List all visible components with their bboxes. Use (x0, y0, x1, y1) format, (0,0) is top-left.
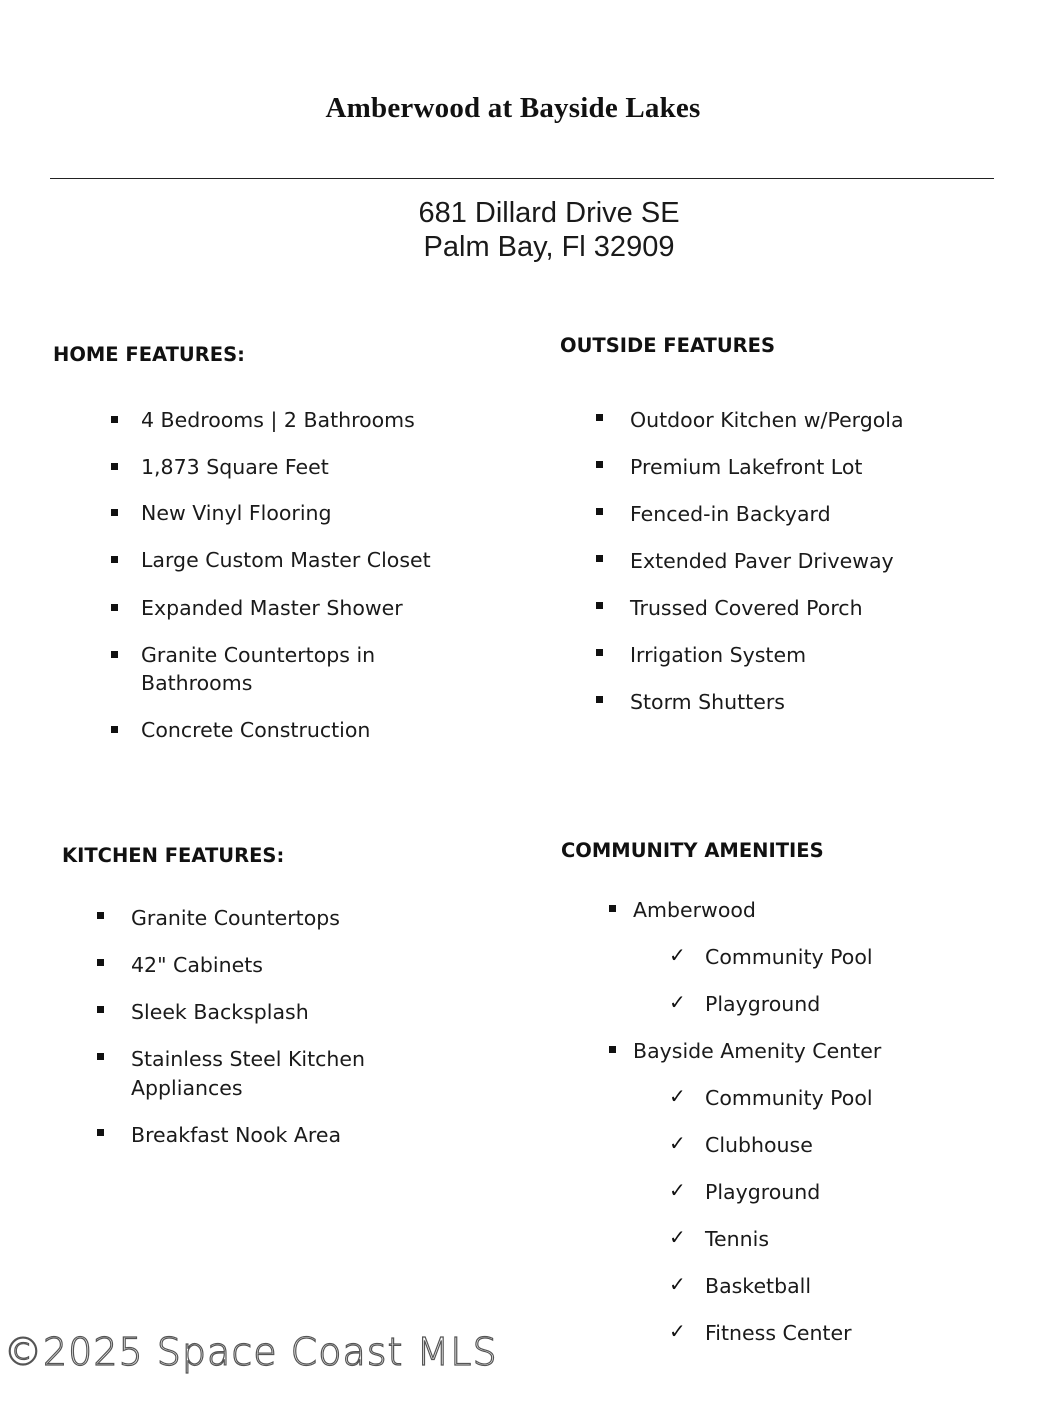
list-item: Granite Countertops (131, 906, 340, 930)
document-title: Amberwood at Bayside Lakes (325, 92, 701, 124)
title-divider (50, 178, 994, 179)
amenity-group-name: Amberwood (633, 898, 756, 922)
bullet-icon (97, 912, 104, 919)
amenity-item: Basketball (705, 1274, 812, 1298)
list-item: 42" Cabinets (131, 953, 263, 977)
checkmark-icon: ✓ (669, 1084, 686, 1108)
list-item: Extended Paver Driveway (630, 549, 894, 573)
list-item: 1,873 Square Feet (141, 455, 329, 479)
list-item: Granite Countertops in (141, 643, 376, 667)
kitchen-features-heading: KITCHEN FEATURES: (62, 844, 285, 867)
bullet-icon (97, 959, 104, 966)
list-item: Trussed Covered Porch (630, 596, 863, 620)
list-item: New Vinyl Flooring (141, 501, 332, 525)
checkmark-icon: ✓ (669, 1131, 686, 1155)
outside-features-heading: OUTSIDE FEATURES (560, 334, 776, 357)
amenity-item: Fitness Center (705, 1321, 852, 1345)
amenity-item: Playground (705, 992, 821, 1016)
bullet-icon (596, 649, 603, 656)
bullet-icon (111, 726, 118, 733)
bullet-icon (97, 1129, 104, 1136)
list-item: Storm Shutters (630, 690, 785, 714)
amenity-item: Tennis (705, 1227, 770, 1251)
bullet-icon (111, 463, 118, 470)
bullet-icon (596, 414, 603, 421)
list-item: Stainless Steel Kitchen (131, 1047, 366, 1071)
bullet-icon (596, 696, 603, 703)
checkmark-icon: ✓ (669, 1178, 686, 1202)
bullet-icon (596, 602, 603, 609)
bullet-icon (596, 461, 603, 468)
list-item: Fenced-in Backyard (630, 502, 831, 526)
list-item: Premium Lakefront Lot (630, 455, 863, 479)
list-item: Expanded Master Shower (141, 596, 403, 620)
community-amenities-heading: COMMUNITY AMENITIES (561, 839, 824, 862)
home-features-heading: HOME FEATURES: (53, 343, 245, 366)
bullet-icon (596, 508, 603, 515)
list-item: Large Custom Master Closet (141, 548, 431, 572)
checkmark-icon: ✓ (669, 990, 686, 1014)
amenity-item: Playground (705, 1180, 821, 1204)
bullet-icon (609, 1046, 616, 1053)
list-item-continuation: Appliances (131, 1076, 243, 1100)
bullet-icon (97, 1006, 104, 1013)
list-item: Irrigation System (630, 643, 807, 667)
bullet-icon (111, 509, 118, 516)
bullet-icon (111, 416, 118, 423)
amenity-item: Community Pool (705, 1086, 873, 1110)
list-item: Sleek Backsplash (131, 1000, 309, 1024)
address-line-1: 681 Dillard Drive SE (418, 197, 680, 229)
list-item-continuation: Bathrooms (141, 671, 253, 695)
copyright-watermark: ©2025 Space Coast MLS (4, 1330, 498, 1374)
checkmark-icon: ✓ (669, 1225, 686, 1249)
amenity-item: Community Pool (705, 945, 873, 969)
amenity-group-name: Bayside Amenity Center (633, 1039, 882, 1063)
bullet-icon (111, 651, 118, 658)
checkmark-icon: ✓ (669, 1319, 686, 1343)
list-item: Outdoor Kitchen w/Pergola (630, 408, 904, 432)
bullet-icon (609, 905, 616, 912)
list-item: Concrete Construction (141, 718, 371, 742)
bullet-icon (596, 555, 603, 562)
list-item: 4 Bedrooms | 2 Bathrooms (141, 408, 415, 432)
bullet-icon (111, 556, 118, 563)
checkmark-icon: ✓ (669, 943, 686, 967)
address-line-2: Palm Bay, Fl 32909 (423, 231, 675, 263)
checkmark-icon: ✓ (669, 1272, 686, 1296)
list-item: Breakfast Nook Area (131, 1123, 342, 1147)
bullet-icon (111, 604, 118, 611)
address-block (0, 196, 1052, 264)
amenity-item: Clubhouse (705, 1133, 813, 1157)
bullet-icon (97, 1053, 104, 1060)
